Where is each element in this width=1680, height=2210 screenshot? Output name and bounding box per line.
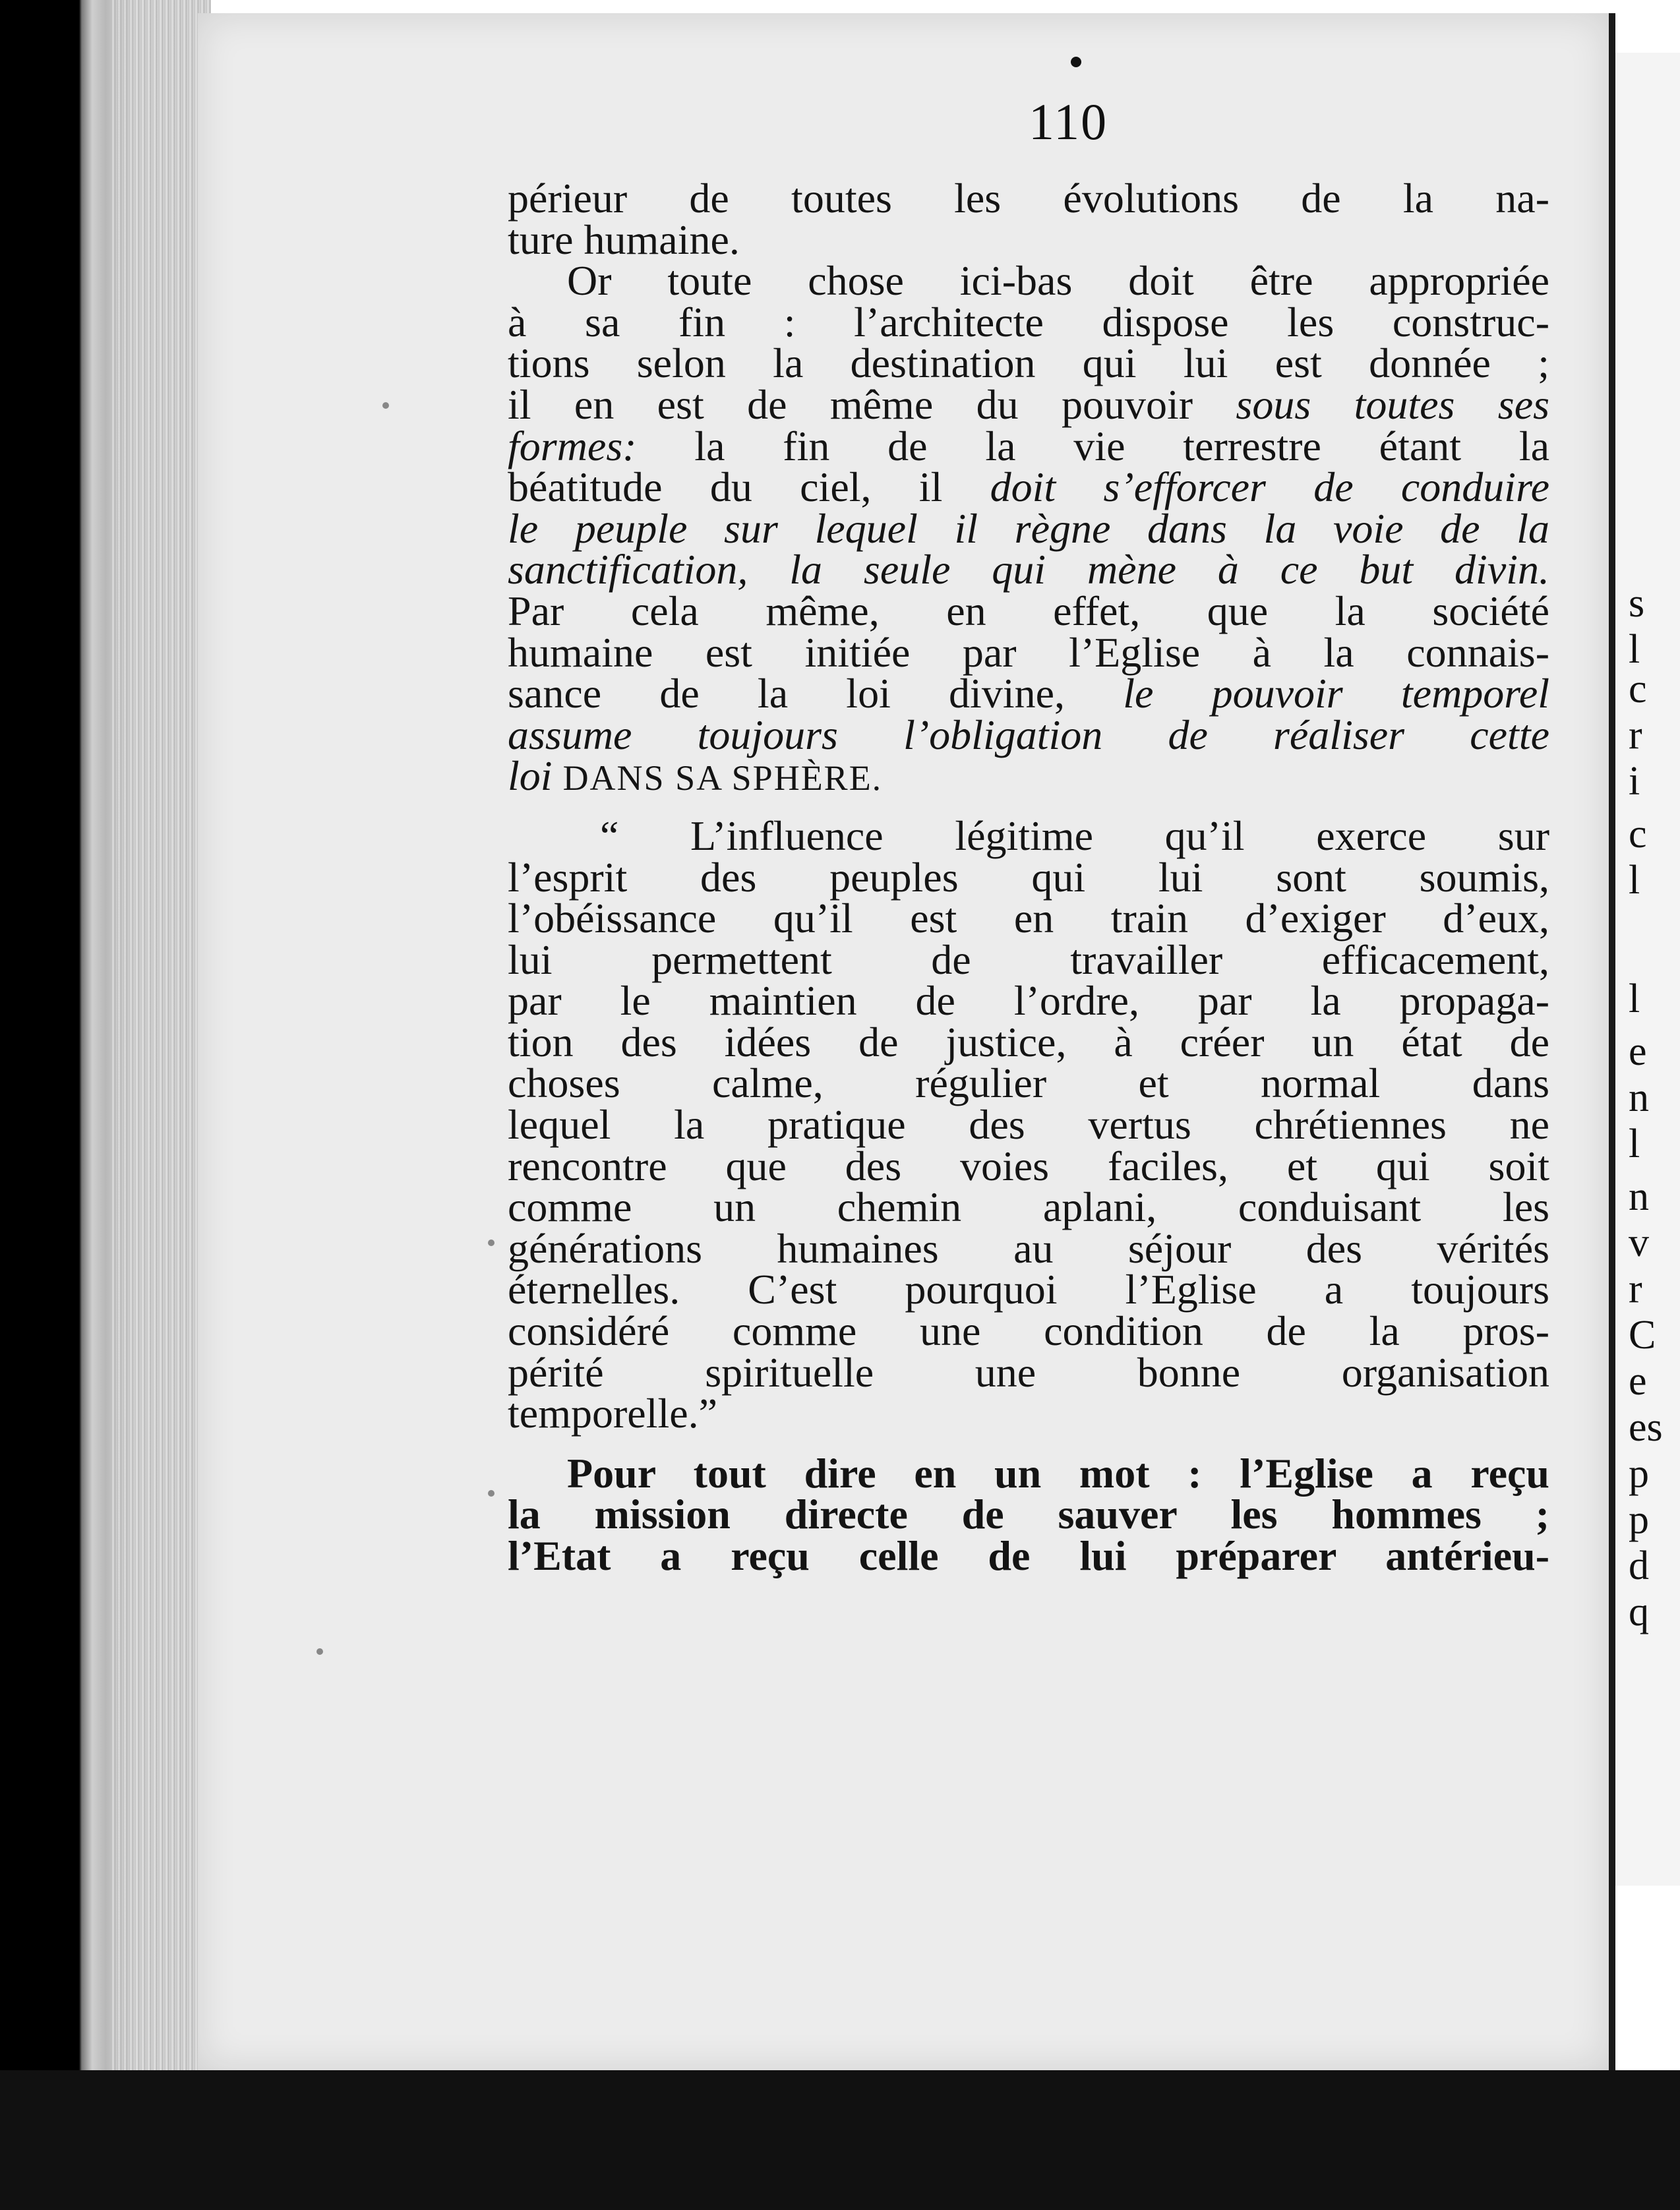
facing-page-letter: e	[1629, 1029, 1647, 1074]
text-line: la mission directe de sauver les hommes ;	[508, 1491, 1549, 1538]
facing-page-letter: r	[1629, 1267, 1642, 1311]
paragraph-quote	[508, 812, 1549, 1437]
facing-page-letter: e	[1629, 1359, 1647, 1404]
facing-page-letter: p	[1629, 1497, 1649, 1542]
text-line: humaine est initiée par l’Eglise à la connais-	[508, 628, 1549, 676]
text-line: rencontre que des voies faciles, et qui soit	[508, 1142, 1549, 1189]
text-line: l’esprit des peuples qui lui sont soumis,	[508, 853, 1549, 901]
text-line: comme un chemin aplani, conduisant les	[508, 1183, 1549, 1231]
facing-page-letter: l	[1629, 858, 1640, 903]
text-line: béatitude du ciel, il doit s’efforcer de conduire	[508, 463, 1549, 511]
scan-speck	[488, 1490, 495, 1497]
text-line: Or toute chose ici-bas doit être appropriée	[567, 257, 1549, 305]
text-line: lui permettent de travailler efficacement,	[508, 936, 1549, 983]
page-stack-edge	[112, 0, 211, 2077]
text-line: sance de la loi divine, le pouvoir temporel	[508, 670, 1550, 717]
facing-page-letter: p	[1629, 1451, 1649, 1496]
facing-page-letter: i	[1629, 759, 1640, 804]
text-line: Par cela même, en effet, que la société	[508, 587, 1549, 634]
scan-speck	[316, 1648, 323, 1655]
facing-page-letter: n	[1629, 1174, 1649, 1219]
facing-page-letter: r	[1629, 713, 1642, 758]
facing-page-letter: s	[1629, 581, 1645, 626]
scan-speck	[382, 402, 389, 409]
scan-speck	[488, 1239, 495, 1246]
paragraph-closing	[508, 1449, 1549, 1579]
text-line: ture humaine.	[508, 216, 740, 263]
text-line: l’obéissance qu’il est en train d’exiger d’eux,	[508, 895, 1549, 942]
text-line: tions selon la destination qui lui est donnée ;	[508, 340, 1549, 387]
text-line: éternelles. C’est pourquoi l’Eglise a toujours	[508, 1266, 1549, 1313]
text-line: formes: la fin de la vie terrestre étant la	[508, 422, 1549, 469]
page-number: 110	[1029, 93, 1108, 150]
text-line: lequel la pratique des vertus chrétiennes ne	[508, 1101, 1549, 1149]
text-line: temporelle.”	[508, 1390, 718, 1437]
text-line: choses calme, régulier et normal dans	[508, 1060, 1549, 1107]
text-line: l’Etat a reçu celle de lui préparer antérieu-	[508, 1532, 1549, 1579]
text-line: par le maintien de l’ordre, par la propaga-	[508, 977, 1549, 1025]
paragraph-main	[508, 175, 1550, 800]
facing-page-letter: l	[1629, 627, 1640, 672]
facing-page-letter: n	[1629, 1075, 1649, 1120]
facing-page-letter: c	[1629, 667, 1647, 711]
text-line: générations humaines au séjour des vérités	[508, 1224, 1549, 1272]
text-line: périeur de toutes les évolutions de la na-	[508, 175, 1549, 222]
text-line: tion des idées de justice, à créer un état de	[508, 1018, 1549, 1065]
text-line: sanctification, la seule qui mène à ce but divin.	[508, 546, 1549, 593]
facing-page-letter: q	[1629, 1590, 1649, 1634]
text-line: périté spirituelle une bonne organisation	[508, 1348, 1549, 1396]
text-line: considéré comme une condition de la pros-	[508, 1307, 1549, 1355]
page-body-text	[508, 175, 1550, 1579]
text-line: “ L’influence légitime qu’il exerce sur	[600, 812, 1549, 859]
text-line: il en est de même du pouvoir sous toutes ses	[508, 380, 1550, 428]
text-line: le peuple sur lequel il règne dans la voie de la	[508, 504, 1549, 552]
page-mark-dot	[1071, 57, 1081, 67]
facing-page-letter: l	[1629, 1121, 1640, 1166]
facing-page-letter: es	[1629, 1405, 1663, 1450]
facing-page-letter: l	[1629, 976, 1640, 1021]
facing-page-letter: v	[1629, 1220, 1649, 1265]
text-line: assume toujours l’obligation de réaliser cette	[508, 711, 1549, 758]
text-line: Pour tout dire en un mot : l’Eglise a reçu	[567, 1449, 1549, 1497]
text-line: à sa fin : l’architecte dispose les construc-	[508, 298, 1549, 345]
facing-page-letter: C	[1629, 1313, 1656, 1358]
scan-bottom-shadow	[0, 2070, 1680, 2210]
facing-page-letter: d	[1629, 1543, 1649, 1588]
text-line: loi DANS SA SPHÈRE.	[508, 752, 883, 800]
facing-page-letter: c	[1629, 812, 1647, 856]
